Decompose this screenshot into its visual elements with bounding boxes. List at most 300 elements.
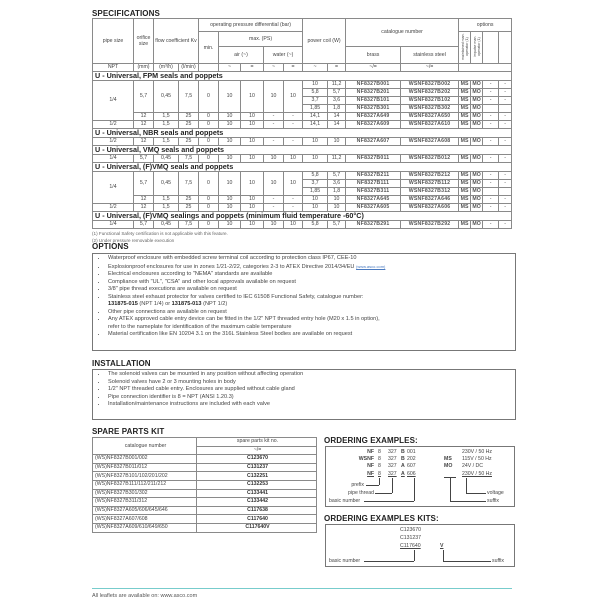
order-prefix: NF: [367, 463, 374, 470]
options-title: OPTIONS: [92, 242, 129, 251]
spec-value: 1,5: [154, 196, 179, 204]
catalogue-stainless: WSNF8327B002: [401, 81, 459, 89]
option-item: [107, 255, 515, 263]
order-voltage: 230V / 50 Hz: [462, 470, 492, 477]
catalogue-brass: NF8327A605: [346, 204, 401, 212]
ordering-examples-box: [325, 446, 515, 507]
option-4: -: [499, 113, 512, 121]
header-water: water (~): [264, 46, 303, 63]
coil-ac: 10: [303, 138, 328, 146]
option-ms: MS: [459, 204, 471, 212]
unit-cell: =: [241, 64, 264, 72]
option-3: -: [483, 172, 499, 180]
spec-value: 0,45: [154, 81, 179, 113]
header-flow-coefficient: flow coefficient Kv: [154, 19, 199, 64]
pipe-size: 1/2: [93, 121, 134, 129]
coil-dc: 11,2: [328, 155, 346, 163]
option-mo: MO: [472, 138, 481, 145]
option-4: -: [499, 121, 512, 129]
spec-value: 10: [264, 155, 284, 163]
header-max: max. (PS): [219, 32, 303, 47]
unit-cell: ~: [303, 64, 328, 72]
header-opt-3: [483, 32, 499, 64]
option-item: [107, 331, 515, 339]
catalogue-stainless: WSNF8327B102: [401, 97, 459, 105]
option-3: -: [483, 155, 499, 163]
table-row: [93, 196, 512, 204]
label-pipe-thread: pipe thread: [348, 490, 374, 496]
spec-value: 25: [179, 113, 199, 121]
order-voltage: 24V / DC: [462, 463, 484, 470]
option-ms: MS: [459, 121, 471, 129]
units-row: [93, 64, 512, 72]
spec-value: 7,5: [179, 155, 199, 163]
option-text: Stainless steel exhaust protector for valves certified to IEC 61508 Functional Safety, catalogue number:: [108, 293, 364, 300]
option-ms: MS: [459, 221, 471, 229]
kit-code-3: C117640: [400, 543, 421, 549]
spare-catalogue: (WS)NF8327B011/012: [93, 463, 197, 472]
header-opt-4: [499, 32, 512, 64]
catalogue-stainless: WSNF8327A606: [401, 204, 459, 212]
header-power-coil: power coil (W): [303, 19, 346, 64]
order-basic: 327: [388, 449, 397, 455]
spare-kit-number: C117640: [197, 515, 317, 524]
order-suffix: MS: [444, 456, 452, 463]
option-3: [483, 188, 499, 196]
kit-label-basic-number: basic number: [329, 558, 361, 564]
spec-value: 12: [134, 196, 154, 204]
catalogue-brass: NF8327B111: [346, 180, 401, 188]
spec-value: -: [264, 204, 284, 212]
option-ms: MS: [459, 97, 471, 105]
footer-text[interactable]: All leaflets are available on: www.asco.com: [92, 593, 198, 599]
option-text: Any ATEX approved cable entry device can be fitted in the 1/2" NPT threaded entry hole (M20 x 1.5 in option),: [108, 316, 380, 322]
pipe-size: 1/2: [93, 138, 134, 146]
options-box: [92, 253, 516, 351]
spare-catalogue: (WS)NF8327A607/608: [93, 515, 197, 524]
spare-catalogue: (WS)NF8327B001/002: [93, 455, 197, 464]
spec-value: 0: [199, 204, 219, 212]
catalogue-brass: NF8327B001: [346, 81, 401, 89]
order-letter: B: [401, 449, 405, 455]
spec-value: 10: [219, 221, 241, 229]
order-prefix: NF: [367, 470, 374, 477]
table-row: [93, 204, 512, 212]
catalogue-stainless: WSNF8327B312: [401, 188, 459, 196]
spec-value: -: [284, 138, 303, 146]
option-4: -: [499, 172, 512, 180]
spec-value: 10: [241, 196, 264, 204]
option-4: -: [499, 196, 512, 204]
coil-dc: 10: [328, 204, 346, 212]
header-pressure: operating pressure differential (bar): [199, 19, 303, 32]
unit-cell: (m³/h): [154, 64, 179, 72]
spec-value: -: [264, 121, 284, 129]
spec-value: 10: [241, 221, 264, 229]
spec-value: 10: [241, 204, 264, 212]
option-4: [499, 105, 512, 113]
spare-kit-number: C132253: [197, 480, 317, 489]
spare-parts-row: [93, 498, 317, 507]
option-3: -: [483, 196, 499, 204]
option-mo: MO: [472, 204, 481, 211]
option-3: -: [483, 221, 499, 229]
label-suffix: suffix: [487, 498, 500, 504]
order-thread: 8: [378, 463, 381, 470]
spec-value: 0: [199, 221, 219, 229]
spec-value: 10: [241, 155, 264, 163]
spec-value: 1,5: [154, 204, 179, 212]
order-thread: 8: [378, 470, 381, 477]
option-item: [107, 263, 515, 272]
option-mo: MO: [472, 155, 481, 162]
spare-header-unit: ~/=: [197, 446, 317, 455]
spec-value: 10: [219, 155, 241, 163]
option-text: Compliance with "UL", "CSA" and other local approvals available on request: [108, 278, 296, 285]
spare-parts-row: [93, 523, 317, 532]
option-text: 3/8" pipe thread executions are available on request: [108, 286, 237, 292]
order-letter: B: [401, 456, 405, 463]
header-pipe-size: pipe size: [93, 19, 134, 64]
installation-item: • 1/2" NPT threaded cable entry. Enclosures are supplied without cable gland: [107, 386, 515, 394]
header-catalogue-number: catalogue number: [346, 19, 459, 47]
option-ms: MS: [459, 196, 471, 204]
option-item: [107, 316, 515, 331]
spec-value: -: [264, 138, 284, 146]
catalogue-stainless: WSNF8327B202: [401, 89, 459, 97]
order-basic: 327: [388, 463, 397, 470]
table-row: [93, 113, 512, 121]
footer-divider: [92, 588, 512, 589]
coil-ac: 10: [303, 196, 328, 204]
option-item: [107, 294, 515, 309]
option-ms: MS: [459, 180, 471, 188]
section-header-row: [93, 129, 512, 138]
option-item: [107, 309, 515, 317]
spec-value: 10: [219, 196, 241, 204]
kit-suffix-value: V: [440, 543, 444, 549]
coil-ac: 14,1: [303, 113, 328, 121]
header-air: air (~): [219, 46, 264, 63]
header-opt-maintained: maintained man. operator (1): [459, 32, 471, 64]
spec-value: 10: [219, 138, 241, 146]
spare-catalogue: (WS)NF8327A609/610/649/650: [93, 523, 197, 532]
order-letter: A: [401, 463, 405, 470]
spare-header-kit: spare parts kit no.: [197, 438, 317, 447]
catalogue-stainless: WSNF8327B302: [401, 105, 459, 113]
catalogue-stainless: WSNF8327A608: [401, 138, 459, 146]
coil-ac: 3,7: [303, 180, 328, 188]
pipe-size: 1/4: [93, 172, 134, 204]
option-3: -: [483, 180, 499, 188]
option-ms: MS: [459, 188, 471, 196]
spec-value: 12: [134, 121, 154, 129]
coil-dc: 3,6: [328, 97, 346, 105]
spec-value: 10: [264, 81, 284, 113]
option-4: [499, 188, 512, 196]
spare-catalogue: (WS)NF8327B311/312: [93, 498, 197, 507]
unit-cell: (l/min): [179, 64, 199, 72]
option-4: -: [499, 155, 512, 163]
option-4: -: [499, 180, 512, 188]
spec-value: 0: [199, 121, 219, 129]
coil-dc: 3,6: [328, 180, 346, 188]
coil-ac: 1,85: [303, 105, 328, 113]
option-text: Waterproof enclosure with embedded screw terminal coil according to protection class IP67, CEE-10: [108, 255, 357, 261]
option-ms: MS: [459, 105, 471, 113]
spec-value: 10: [264, 221, 284, 229]
spec-value: 10: [284, 155, 303, 163]
label-prefix: prefix: [351, 482, 364, 488]
spare-header-catalogue: catalogue number: [93, 438, 197, 455]
option-mo: MO: [472, 97, 481, 104]
kit-code-1: C123670: [400, 527, 422, 533]
section-header-row: [93, 146, 512, 155]
catalogue-stainless: WSNF8327A646: [401, 196, 459, 204]
option-mo: MO: [472, 113, 481, 120]
spec-value: 25: [179, 138, 199, 146]
spare-kit-number: C132251: [197, 472, 317, 481]
specifications-title: SPECIFICATIONS: [92, 9, 160, 18]
order-num: 202: [407, 456, 416, 463]
spare-parts-row: [93, 489, 317, 498]
option-text-end: (NPT 1/2): [201, 301, 228, 307]
order-suffix: MO: [444, 463, 453, 470]
catalogue-brass: NF8327B201: [346, 89, 401, 97]
pipe-size: 1/4: [93, 155, 134, 163]
section-header-row: [93, 212, 512, 221]
table-row: [93, 172, 512, 180]
spec-value: 10: [264, 172, 284, 196]
specifications-table: [92, 18, 512, 229]
catalogue-brass: NF8327A649: [346, 113, 401, 121]
coil-ac: 14,1: [303, 121, 328, 129]
label-voltage: voltage: [487, 490, 504, 496]
spec-value: 12: [134, 113, 154, 121]
option-text: Other pipe connections are available on request: [108, 308, 227, 315]
spec-value: 10: [219, 172, 241, 196]
spare-catalogue: (WS)NF8327A605/606/645/646: [93, 506, 197, 515]
option-ms: MS: [459, 155, 471, 163]
coil-ac: 5,8: [303, 172, 328, 180]
spare-parts-row: [93, 463, 317, 472]
installation-item: • The solenoid valves can be mounted in any position without affecting operation: [107, 371, 515, 379]
option-4: -: [499, 221, 512, 229]
order-num: 606: [407, 470, 416, 477]
table-row: [93, 81, 512, 89]
spec-value: -: [284, 113, 303, 121]
spec-value: 10: [284, 172, 303, 196]
spare-parts-title: SPARE PARTS KIT: [92, 427, 165, 436]
option-text-mid: (NPT 1/4) or: [137, 301, 172, 307]
spec-value: 10: [241, 81, 264, 113]
header-orifice-size: orifice size: [134, 19, 154, 64]
spec-value: 0: [199, 138, 219, 146]
option-item: [107, 279, 515, 287]
installation-item: • Solenoid valves have 2 or 3 mounting holes in body: [107, 379, 515, 387]
coil-ac: 5,8: [303, 221, 328, 229]
spec-value: 5,7: [134, 155, 154, 163]
option-3: -: [483, 81, 499, 89]
option-text-line2: refer to the nameplate for identification of the maximum cable temperature: [108, 323, 292, 330]
spare-catalogue: (WS)NF8327B111/112/211/212: [93, 480, 197, 489]
ordering-kits-title: ORDERING EXAMPLES KITS:: [324, 514, 439, 523]
header-brass: brass: [346, 46, 401, 63]
option-mo: MO: [472, 180, 481, 187]
kit-code-2: C131237: [400, 535, 422, 541]
option-mo: MO: [472, 89, 481, 96]
coil-ac: 1,85: [303, 188, 328, 196]
order-num: 001: [407, 449, 416, 455]
header-min: min.: [199, 32, 219, 64]
option-mo: MO: [472, 81, 481, 88]
order-basic: 327: [388, 456, 397, 463]
order-voltage: 115V / 50 Hz: [462, 456, 492, 463]
order-letter: A: [401, 470, 405, 477]
spare-kit-number: C117638: [197, 506, 317, 515]
catalogue-stainless: WSNF8327B212: [401, 172, 459, 180]
unit-cell: =: [284, 64, 303, 72]
option-4: -: [499, 97, 512, 105]
order-thread: 8: [378, 456, 381, 463]
spec-value: -: [264, 113, 284, 121]
spare-kit-number: C133441: [197, 489, 317, 498]
table-row: [93, 155, 512, 163]
spec-value: -: [284, 121, 303, 129]
option-4: -: [499, 89, 512, 97]
catalogue-stainless: WSNF8327A650: [401, 113, 459, 121]
option-mo: MO: [472, 196, 481, 203]
section-title: U - Universal, VMQ seals and poppets: [93, 146, 512, 155]
order-prefix: WSNF: [358, 456, 374, 463]
spec-value: 25: [179, 121, 199, 129]
catalogue-brass: NF8327B291: [346, 221, 401, 229]
spec-value: 1,5: [154, 138, 179, 146]
option-item: [107, 271, 515, 279]
coil-ac: 10: [303, 204, 328, 212]
spec-value: 5,7: [134, 172, 154, 196]
spec-value: 0: [199, 196, 219, 204]
spec-value: 10: [219, 113, 241, 121]
spec-value: 10: [219, 121, 241, 129]
spec-value: 0: [199, 81, 219, 113]
catalogue-brass: NF8327B101: [346, 97, 401, 105]
option-4: -: [499, 138, 512, 146]
option-3: -: [483, 113, 499, 121]
unit-cell: ~/=: [346, 64, 401, 72]
spec-value: 0,45: [154, 221, 179, 229]
spec-value: 10: [219, 204, 241, 212]
catalogue-number-2: 131875-013: [171, 301, 202, 307]
catalogue-brass: NF8327A609: [346, 121, 401, 129]
option-mo: MO: [472, 121, 481, 128]
kit-label-suffix: suffix: [492, 558, 505, 564]
option-3: -: [483, 89, 499, 97]
spec-value: 12: [134, 204, 154, 212]
unit-cell: NPT: [93, 64, 134, 72]
table-row: [93, 121, 512, 129]
option-item: [107, 286, 515, 294]
spec-value: -: [284, 196, 303, 204]
spare-parts-row: [93, 455, 317, 464]
option-ms: MS: [459, 81, 471, 89]
spec-value: 0: [199, 155, 219, 163]
spare-parts-row: [93, 472, 317, 481]
spec-value: 25: [179, 204, 199, 212]
catalogue-brass: NF8327B011: [346, 155, 401, 163]
coil-dc: 1,8: [328, 105, 346, 113]
spec-value: -: [284, 204, 303, 212]
spare-parts-table: [92, 437, 317, 533]
unit-options-cell: [459, 64, 512, 72]
option-ms: MS: [459, 138, 471, 146]
catalogue-brass: NF8327B311: [346, 188, 401, 196]
option-ms: MS: [459, 172, 471, 180]
spare-kit-number: C117640V: [197, 523, 317, 532]
section-title: U - Universal, (F)VMQ seals and poppets: [93, 163, 512, 172]
spec-value: 5,7: [134, 81, 154, 113]
catalogue-brass: NF8327A645: [346, 196, 401, 204]
section-title: U - Universal, NBR seals and poppets: [93, 129, 512, 138]
ordering-kits-box: [325, 524, 515, 567]
coil-dc: 10: [328, 196, 346, 204]
coil-dc: 14: [328, 121, 346, 129]
spec-value: 0,45: [154, 172, 179, 196]
order-thread: 8: [378, 449, 381, 455]
option-ms: MS: [459, 89, 471, 97]
option-mo: MO: [472, 221, 481, 228]
order-prefix: NF: [367, 449, 374, 455]
catalogue-brass: NF8327B211: [346, 172, 401, 180]
table-row: [93, 138, 512, 146]
spec-value: 0: [199, 113, 219, 121]
header-options: options: [459, 19, 512, 32]
option-text: Electrical enclosures according to "NEMA" standards are available: [108, 271, 273, 277]
coil-ac: 10: [303, 81, 328, 89]
option-mo: MO: [472, 172, 481, 179]
catalogue-brass: NF8327B301: [346, 105, 401, 113]
order-num: 607: [407, 463, 416, 470]
spec-value: 25: [179, 196, 199, 204]
option-3: -: [483, 121, 499, 129]
spare-kit-number: C131237: [197, 463, 317, 472]
spec-value: 7,5: [179, 81, 199, 113]
footnote-2: (2) Under pressure removable execution: [92, 238, 175, 243]
spec-value: 1,5: [154, 113, 179, 121]
spec-value: 0,45: [154, 155, 179, 163]
option-mo: MO: [472, 188, 481, 195]
option-text: Explosionproof enclosures for use in zones 1/21-2/22, categories 2-3 to ATEX Directive 2014/34/EU: [108, 263, 357, 270]
catalogue-stainless: WSNF8327B012: [401, 155, 459, 163]
section-title: U - Universal, (F)VMQ sealings and poppets (minimum fluid temperature -60°C): [93, 212, 512, 221]
unit-cell: ~/=: [401, 64, 459, 72]
option-4: -: [499, 81, 512, 89]
coil-ac: 3,7: [303, 97, 328, 105]
atex-link[interactable]: (www.asco.com): [356, 263, 386, 269]
section-header-row: [93, 72, 512, 81]
pipe-size: 1/4: [93, 221, 134, 229]
installation-item: • Pipe connection identifier is 8 = NPT (ANSI 1.20.3): [107, 394, 515, 402]
spec-value: 10: [241, 138, 264, 146]
option-3: -: [483, 97, 499, 105]
spec-value: 10: [284, 81, 303, 113]
catalogue-stainless: WSNF8327A610: [401, 121, 459, 129]
option-3: -: [483, 204, 499, 212]
spare-parts-row: [93, 515, 317, 524]
option-ms: MS: [459, 113, 471, 121]
unit-cell: ~: [219, 64, 241, 72]
spec-value: 5,7: [134, 221, 154, 229]
